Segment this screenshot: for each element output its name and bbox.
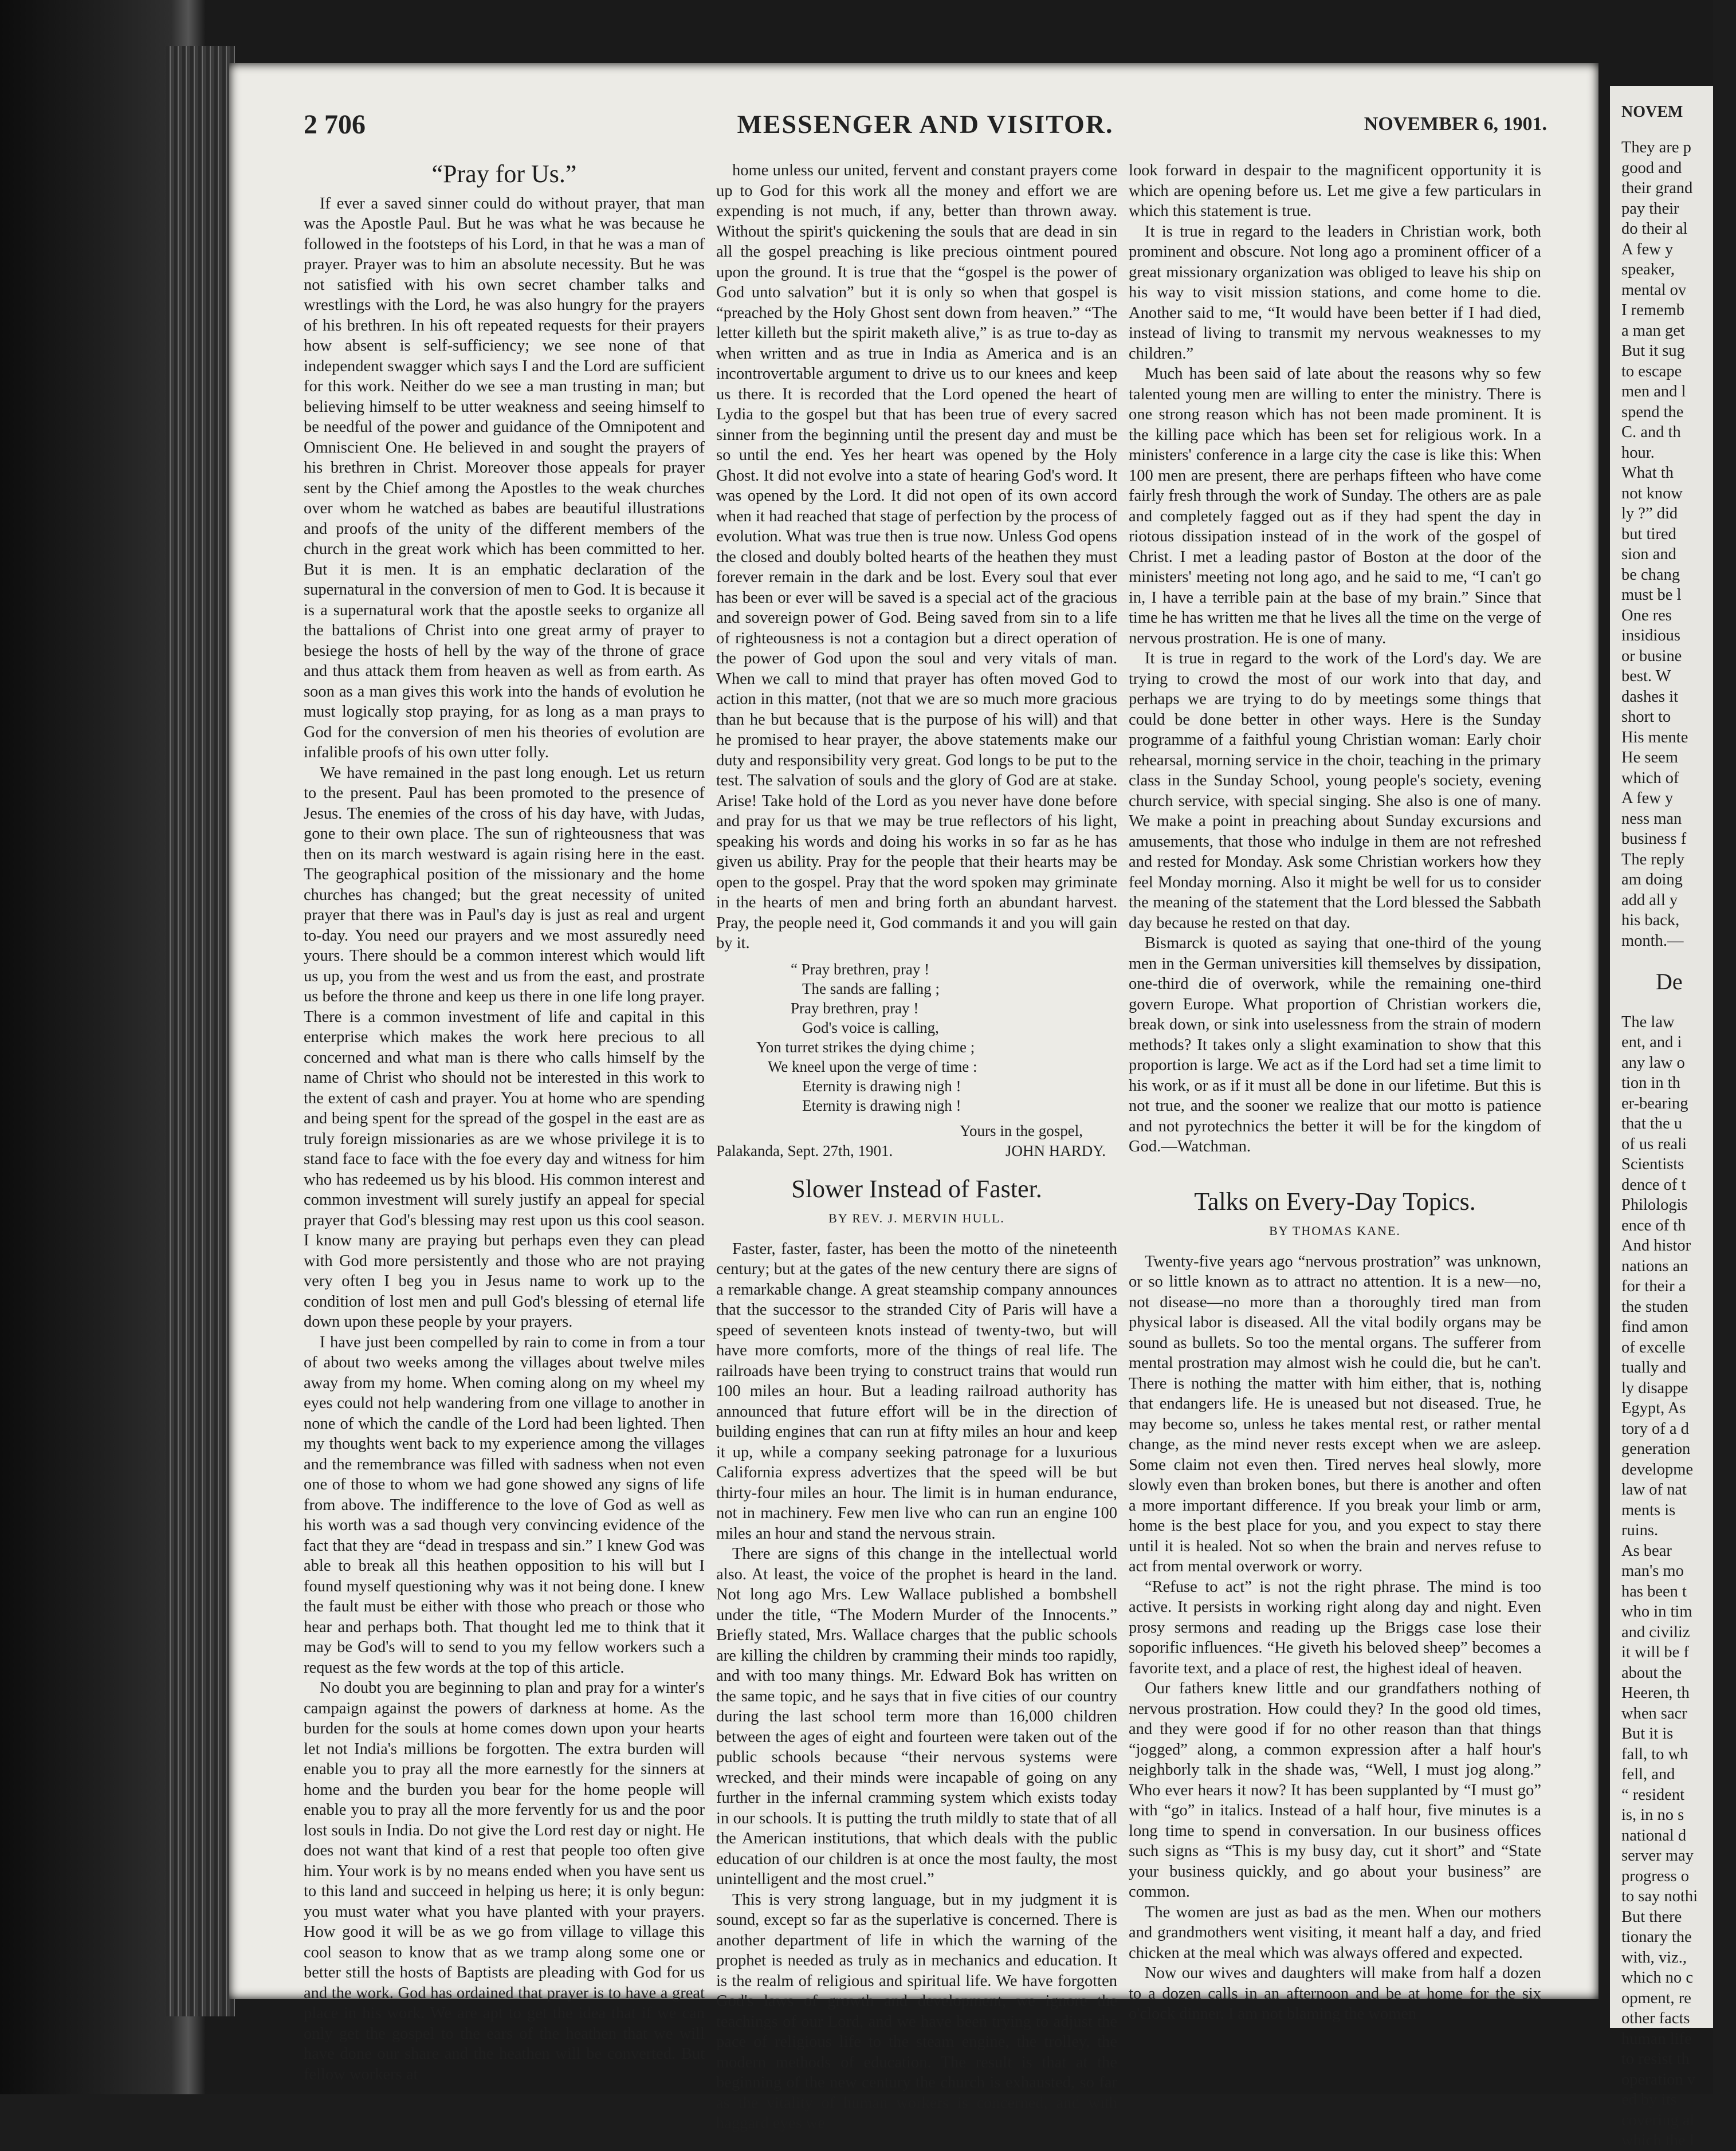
- poem-line: We kneel upon the verge of time :: [768, 1057, 977, 1075]
- next-page-line: dence of t: [1621, 1175, 1686, 1194]
- issue-date: NOVEMBER 6, 1901.: [1364, 113, 1547, 135]
- next-page-line: ent, and i: [1621, 1033, 1682, 1051]
- next-page-line: law of nat: [1621, 1481, 1687, 1499]
- next-page-line: tory of a d: [1621, 1419, 1689, 1438]
- next-page-line: to resist th: [1621, 2050, 1690, 2068]
- next-page-line: the studen: [1621, 1297, 1688, 1316]
- next-page-line: short to: [1621, 708, 1671, 726]
- paragraph: Twenty-five years ago “nervous prostration” was unknown, or so little known as to attract no attention. It is a new—no, not disease—no more than a thoroughly tired man from physical labor is diseased. All the vital bodily organs may be sound as bullets. So too the mental organs. The sufferer from mental prostration may almost wish he could die, but he can't. There is nothing the matter with him either, that is, nothing that endangers life. He is uneased but not diseased. True, he may become so, unless he takes mental rest, or rather mental change, as the mind never rests except when we are asleep. Some claim not even then. Tired nerves heal slowly, more slowly even than broken bones, but there is another and often a more important difference. If you break your limb or arm, home is the best place for you, and you expect to stay there until it is healed. Not so when the brain and nerves refuse to act from mental overwork or worry.: [1129, 1252, 1541, 1575]
- next-page-line: speaker,: [1621, 261, 1675, 278]
- newspaper-page: [229, 63, 1598, 2132]
- next-page-line: and civiliz: [1621, 1623, 1690, 1641]
- next-page-line: The law: [1621, 1013, 1675, 1031]
- article-title-talks: Talks on Every-Day Topics.: [1194, 1187, 1476, 1216]
- next-page-line: developme: [1621, 1460, 1694, 1478]
- next-page-line: best. W: [1621, 667, 1671, 685]
- paragraph: Faster, faster, faster, has been the motto of the nineteenth century; but at the gates of the new century there are signs of a remarkable change. A great steamship company announces that the successor to the stranded City of Paris will have a speed of seventeen knots instead of twenty-two, but will have more comforts, more of the things of real life. The railroads have been trying to construct trains that would run 100 miles an hour. But a leading railroad authority has announced that future effort will be in the direction of building engines that can run at fifty miles an hour and keep it up, while a company seeking patronage for a luxurious California express advertizes that the speed will be but thirty-four miles an hour. The limit is in human endurance, not in machinery. Few men live who can run an engine 100 miles an hour and stand the nervous strain.: [716, 1240, 1117, 1543]
- next-page-line: spend the: [1621, 403, 1684, 421]
- next-page-line: I rememb: [1621, 301, 1684, 319]
- next-page-line: of us reali: [1621, 1135, 1687, 1153]
- paragraph: Bismarck is quoted as saying that one-third of the young men in the German universities kill themselves by dissipation, one-third die of overwork, while the remaining one-third govern Europe. What proportion of Christian workers die, break down, or sink into uselessness from the strain of modern methods? It takes only a slight examination to show that this proportion is large. We act as if the Lord had set a time limit to his work, or as if it must all be done in our lifetime. But this is not true, and the sooner we realize that our motto is patience and not pyrotechnics the better it will be for the kingdom of God.—Watchman.: [1129, 934, 1541, 1155]
- next-page-line: Egypt, As: [1621, 1399, 1686, 1417]
- next-page-line: mental ov: [1621, 281, 1687, 299]
- paragraph: It is true in regard to the work of the Lord's day. We are trying to crowd the most of our work into that day, and perhaps we are trying to do by meetings some things that could be done better in other ways. Here is the Sunday programme of a faithful young Christian woman: Early choir rehearsal, morning service in the choir, teaching in the primary class in the Sunday School, young people's society, evening church service, with special singing. She also is one of many. We make a point in preaching about Sunday excursions and amusements, that those who indulge in them are not refreshed and rested for Monday. Ask some Christian workers how they feel Monday morning. Also it might be well for us to consider the meaning of the statement that the Lord blessed the Sabbath day because he rested on that day.: [1129, 650, 1541, 932]
- next-page-line: must be l: [1621, 586, 1682, 604]
- paragraph: Now our wives and daughters will make from half a dozen to a dozen calls in an afternoon and be at home for the six o'clock dinner. I am not blaming the women: [1129, 1964, 1541, 2023]
- paragraph: No doubt you are beginning to plan and pray for a winter's campaign against the powers of darkness at home. As the burden for the souls at home comes down upon your hearts let not India's millions be forgotten. The extra burden will enable you to pray all the more earnestly for the sinners at home and the burden you bear for the home people will enable you to pray all the more fervently for us and the poor lost souls in India. Do not give the Lord rest day or night. He does not want that kind of a rest that people too often give him. Your work is by no means ended when you have sent us to this land and succeed in helping us here; it is only begun: you must water what you have planted with your prayers. How good it will be as we go from village to village this cool season to know that as we tramp along some one or better still the hosts of Baptists are pleading with God for us and the work. God has ordained that prayer is to have a great place in his work. We are apt to get the idea that if we can only get the gospel to the ears of the heathen that we will have done our share and the heathen will be converted. But fellow workers at: [304, 1679, 705, 2083]
- next-page-line: tion in th: [1621, 1074, 1680, 1092]
- next-page-line: ly disappe: [1621, 1379, 1688, 1397]
- paragraph: “Refuse to act” is not the right phrase. The mind is too active. It persists in working right along day and night. Even prosy sermons and reading up the Briggs case lose their soporific influences. “He giveth his beloved sheep” becomes a favorite text, and a place of rest, the highest ideal of heaven.: [1129, 1578, 1541, 1677]
- next-page-line: But it sug: [1621, 342, 1685, 360]
- next-page-line: ly ?” did: [1621, 505, 1678, 522]
- next-page-line: He seem: [1621, 749, 1678, 766]
- paragraph: There are signs of this change in the intellectual world also. At least, the voice of the prophet is heard in the land. Not long ago Mrs. Lew Wallace published a bombshell under the title, “The Modern Murder of the Innocents.” Briefly stated, Mrs. Wallace charges that the public schools are killing the children by cramming their minds too rapidly, and with too many things. Mr. Edward Bok has written on the same topic, and he says that in five cities of our country during the last school term more than 16,000 children between the ages of eight and fourteen were taken out of the public schools because “their nervous systems were wrecked, and their minds were incapable of going on any further in the infernal cramming system which exists today in our schools. It is putting the truth mildly to state that of all the American institutions, that which deals with the public education of our children is at once the most faulty, the most unintelligent and the most cruel.”: [716, 1545, 1117, 1888]
- next-page-line: A few y: [1621, 789, 1674, 807]
- next-page-line: er-bearing: [1621, 1094, 1688, 1112]
- next-page-line: fell, and: [1621, 1765, 1675, 1783]
- signoff: [716, 1121, 1117, 1162]
- byline: BY THOMAS KANE.: [1269, 1224, 1401, 1238]
- next-page-line: which of: [1621, 769, 1679, 787]
- next-page-line: covering al: [1621, 2111, 1695, 2129]
- next-page-line: progress o: [1621, 1867, 1689, 1885]
- column-3: [1129, 160, 1541, 2023]
- next-page-line: good and: [1621, 159, 1682, 177]
- next-page-line: be chang: [1621, 565, 1680, 584]
- paragraph: It is true in regard to the leaders in Christian work, both prominent and obscure. Not long ago a prominent officer of a great missionary organization was obliged to leave his ship on his way to visit mission stations, and come home to die. Another said to me, “It would have been better if I had died, instead of living to transmit my nervous weaknesses to my children.”: [1129, 222, 1541, 363]
- next-page-line: a man get: [1621, 321, 1685, 340]
- place-date: Palakanda, Sept. 27th, 1901.: [716, 1142, 893, 1159]
- next-page-header: NOVEM: [1621, 103, 1683, 121]
- poem-line: Eternity is drawing nigh !: [802, 1077, 961, 1095]
- poem: [756, 960, 1117, 1115]
- paragraph: This is very strong language, but in my judgment it is sound, except so far as the superlative is concerned. There is another department of life in which the warning of the prophet is needed as truly as in mechanics and education. It is the realm of religious and spiritual life. We have forgotten God's laws of growth and development, we ignore the teachings of our Lord, and we have been trying to adjust the pace of religious life to the steam engine, the trolley, the modern methods of education. The result is that at the beginning of the new century the church is exhausted, so far as the vitality of human workers is concerned, and with haggard eyes we: [716, 1890, 1117, 2132]
- paragraph: I have just been compelled by rain to come in from a tour of about two weeks among the villages about twelve miles away from my home. When coming along on my wheel my eyes could not help wandering from one village to another in none of which the candle of the Lord had been lighted. Then my thoughts went back to my experience among the villages and the remembrance was filled with sadness when not even one of those to whom we had gone showed any signs of life from above. The indifference to the love of God as well as his worth was a sad though very convincing evidence of the fact that they are “dead in trespass and sin.” I knew God was able to break all this heathen opposition to his will but I found myself questioning why was it not being done. I knew the fault must be either with those who preach or those who hear and perhaps both. That thought led me to think that it may be God's will to send to you my fellow workers such a request as the few words at the top of this article.: [304, 1333, 705, 1677]
- next-page-line: And histor: [1621, 1237, 1691, 1255]
- next-page-line: has been t: [1621, 1582, 1687, 1601]
- next-page-line: human life: [1621, 2030, 1692, 2048]
- next-page-line: of excelle: [1621, 1338, 1686, 1356]
- next-page-line: do their al: [1621, 220, 1688, 238]
- next-page-line: server may: [1621, 1847, 1694, 1865]
- next-page-line: Philologis: [1621, 1196, 1688, 1214]
- next-page-line: [1621, 992, 1736, 1012]
- next-page-line: which no c: [1621, 1969, 1694, 1987]
- next-page-line: it will be f: [1621, 1643, 1689, 1661]
- poem-line: Yon turret strikes the dying chime ;: [756, 1038, 975, 1056]
- next-page-line: not know: [1621, 484, 1683, 502]
- column-2: [716, 160, 1117, 2132]
- next-page-line: fall, to wh: [1621, 1745, 1688, 1763]
- next-page-line: his back,: [1621, 911, 1680, 929]
- next-page-line: when sacr: [1621, 1704, 1687, 1723]
- poem-line: Eternity is drawing nigh !: [802, 1096, 961, 1114]
- paragraph: look forward in despair to the magnificent opportunity it is which are opening before us. Let me give a few particulars in which this statement is true.: [1129, 162, 1541, 220]
- closing: Yours in the gospel,: [960, 1122, 1083, 1139]
- next-page-line: that the u: [1621, 1115, 1683, 1132]
- next-page-line: operation v: [1621, 2070, 1696, 2089]
- next-page-line: which the l: [1621, 2132, 1694, 2149]
- next-page-column: [1621, 137, 1736, 2151]
- next-page-line: about the: [1621, 1664, 1682, 1682]
- byline: BY REV. J. MERVIN HULL.: [828, 1211, 1005, 1225]
- next-page-line: ed by its: [1621, 2091, 1677, 2109]
- next-page-line: or busine: [1621, 647, 1682, 665]
- next-page-line: A few y: [1621, 240, 1674, 258]
- next-page-line: The reply: [1621, 850, 1684, 868]
- paragraph: home unless our united, fervent and constant prayers come up to God for this work all the money and effort we are expending is not much, if any, better than thrown away. Without the spirit's quickening the souls that are dead in sin all the gospel preaching is like precious ointment poured upon the ground. It is true that the “gospel is the power of God unto salvation” but it is only so when that gospel is “preached by the Holy Ghost sent down from heaven.” “The letter killeth but the spirit maketh alive,” is as true to-day as when written and as true in India as America and is an incontrovertable argument to drive us to our knees and keep us there. It is recorded that the Lord opened the heart of Lydia to the gospel but that has been true of every sacred sinner from the beginning until the present day and must be so until the end. Yes her heart was opened by the Holy Ghost. It did not evolve into a state of hearing God's word. It was opened by the Lord. It did not open of its own accord when it had reached that stage of perfection by the process of evolution. What was true then is true now. Unless God opens the closed and doubly bolted hearts of the heathen they must forever remain in the dark and be lost. Every soul that ever has been or ever will be saved is a special act of the gracious and sovereign power of God. Being saved from sin to a life of righteousness is not a contagion but a direct operation of the power of God upon the soul and very vitals of man. When we call to mind that prayer has often moved God to action in this matter, (not that we are so much more gracious than he but because that is the purpose of his will) and that he promised to hear prayer, the above statements make our duty and responsibility very great. God longs to be put to the test. The salvation of souls and the glory of God are at stake. Arise! Take hold of the Lord as you never have done before and pray for us that we may be true reflectors of his light, speaking his words and doing his works in so far as he has given us ability. Pray for the people that their hearts may be open to the gospel. Pray that the word spoken may griminate in the hearts of men and bring forth an abundant harvest. Pray, the people need it, God commands it and you will gain by it.: [716, 162, 1117, 952]
- page-number: 2 706: [304, 109, 366, 140]
- author-name: JOHN HARDY.: [1005, 1142, 1106, 1159]
- poem-line: “ Pray brethren, pray !: [791, 960, 930, 978]
- masthead-title: MESSENGER AND VISITOR.: [737, 109, 1114, 139]
- next-page-line: but tired: [1621, 525, 1676, 543]
- next-page-line: any law o: [1621, 1053, 1685, 1072]
- next-page-edge: [1610, 86, 1713, 2149]
- poem-line: Pray brethren, pray !: [791, 999, 919, 1017]
- next-page-line: insidious: [1621, 627, 1680, 644]
- book-spine: [166, 46, 235, 2016]
- next-page-line: They are p: [1621, 139, 1691, 156]
- next-page-line: sion and: [1621, 545, 1676, 563]
- next-page-line: dashes it: [1621, 687, 1678, 706]
- next-page-line: opment, re: [1621, 1989, 1691, 2007]
- next-page-line: His mente: [1621, 728, 1688, 746]
- next-page-line: pay their: [1621, 199, 1679, 218]
- next-page-line: Heeren, th: [1621, 1684, 1690, 1702]
- article-title-pray-for-us: “Pray for Us.”: [431, 160, 577, 188]
- next-page-line: add all y: [1621, 891, 1678, 909]
- next-page-line: men and l: [1621, 383, 1686, 400]
- next-page-line: man's mo: [1621, 1562, 1684, 1580]
- page-header: [304, 109, 1547, 143]
- paragraph: We have remained in the past long enough. Let us return to the present. Paul has been promoted to the presence of Jesus. The enemies of the cross of his day have, with Judas, gone to their own place. The sun of righteousness that was then on its march westward is again rising here in the east. The geographical position of the missionary and the home churches has changed; but the great necessity of united prayer that there was in Paul's day is just as real and urgent to-day. You need our prayers and we most assuredly need yours. There should be a common interest which would lift us up, you from the west and us from the east, and prostrate us before the throne and keep us there in one life long prayer. There is a common investment of life and capital in this enterprise which makes the work here precious to all concerned and what man is there who calls himself by the name of Christ who should not be interested in this work to the extent of cash and prayer. You at home who are spending and being spent for the spread of the gospel in the east are as truly foreign missionaries as are we whose privilege it is to stand face to face with the foe every day and witness for him who has redeemed us by his blood. His common interest and common investment will surely justify an appeal for special prayer that God's blessing may rest upon us this cool season. I know many are praying but perhaps even they can plead with God more persistently and those who are not praying very often I beg you in Jesus name to work up to the condition of lost men and pull God's blessing of eternal life down upon these people by your prayers.: [304, 764, 705, 1331]
- next-page-line: hour.: [1621, 443, 1655, 462]
- next-page-line: But it is: [1621, 1725, 1674, 1743]
- next-page-line: to escape: [1621, 362, 1682, 380]
- paragraph: Our fathers knew little and our grandfathers nothing of nervous prostration. How could they? In the good old times, and they were good if for no other reason than that things “jogged” along, a common expression after a half hour's neighborly talk in the shade was, “Well, I must jog along.” Who ever hears it now? It has been supplanted by “I must go” with “go” in italics. Instead of a half hour, five minutes is a long time to spend in conversation. In our business offices such signs as “This is my busy day, cut it short” and “State your business quickly, and go about your business” are common.: [1129, 1680, 1541, 1901]
- next-page-line: Scientists: [1621, 1155, 1684, 1173]
- next-page-line: other facts: [1621, 2010, 1690, 2027]
- next-page-line: De: [1656, 968, 1683, 994]
- next-page-line: their grand: [1621, 179, 1693, 197]
- next-page-line: As bear: [1621, 1542, 1672, 1560]
- next-page-line: national d: [1621, 1826, 1687, 1845]
- next-page-line: ruins.: [1621, 1521, 1659, 1539]
- next-page-line: who in tim: [1621, 1603, 1692, 1621]
- article-title-slower: Slower Instead of Faster.: [791, 1174, 1042, 1203]
- next-page-line: am doing: [1621, 871, 1683, 888]
- next-page-line: for their a: [1621, 1277, 1686, 1295]
- poem-line: God's voice is calling,: [802, 1019, 939, 1036]
- next-page-line: What th: [1621, 464, 1674, 482]
- next-page-line: business f: [1621, 830, 1687, 848]
- next-page-line: “ resident: [1621, 1786, 1684, 1804]
- next-page-line: nations an: [1621, 1257, 1688, 1275]
- next-page-line: tionary the: [1621, 1928, 1692, 1946]
- next-page-line: generation: [1621, 1440, 1691, 1458]
- next-page-line: ness man: [1621, 809, 1682, 828]
- poem-line: The sands are falling ;: [802, 980, 940, 997]
- next-page-line: ence of th: [1621, 1216, 1686, 1234]
- next-page-line: tually and: [1621, 1359, 1687, 1377]
- paragraph: If ever a saved sinner could do without prayer, that man was the Apostle Paul. But he was what he was because he followed in the footsteps of his Lord, in that he was a man of prayer. Prayer was to him an absolute necessity. But he was not satisfied with his own secret chamber talks and wrestlings with the Lord, he was also hungry for the prayers of his brethren. In his oft repeated requests for their prayers how absent is self-sufficiency; we see none of that independent swagger which says I and the Lord are sufficient for this work. Neither do we see a man trusting in man; but believing himself to be utter weakness and seeing himself to be needful of the power and guidance of the Omnipotent and Omniscient One. He believed in and sought the prayers of his brethren in Christ. Moreover those appeals for prayer sent by the Chief among the Apostles to the weak churches over whom he watched as babes are beautiful illustrations and proofs of the unity of the different members of the church in the great work which has been committed to her. But it is men. It is an emphatic declaration of the supernatural in the conversion of men to God. It is because it is a supernatural work that the apostle seeks to organize all the battalions of Christ into one great army of prayer to besiege the hosts of hell by the way of the throne of grace and thus attack them from heaven as well as from earth. As soon as a man gives this work into the hands of evolution he must logically stop praying, for as long as a man prays to God for the conversion of men his theories of evolution are infalible proofs of his own utter folly.: [304, 194, 705, 761]
- next-page-line: is, in no s: [1621, 1806, 1684, 1824]
- column-1: [304, 160, 705, 2083]
- next-page-line: with, viz.,: [1621, 1948, 1687, 1967]
- next-page-line: find amon: [1621, 1318, 1688, 1336]
- next-page-line: month.—: [1621, 931, 1684, 950]
- next-page-line: One res: [1621, 606, 1672, 624]
- next-page-line: But there: [1621, 1908, 1682, 1926]
- next-page-line: to say nothi: [1621, 1887, 1698, 1905]
- next-page-line: ments is: [1621, 1501, 1676, 1519]
- paragraph: Much has been said of late about the reasons why so few talented young men are willing to enter the ministry. There is one strong reason which has not been made prominent. It is the killing pace which has been set for religious work. In a ministers' conference in a large city the case is like this: When 100 men are present, there are perhaps fifteen who have come fairly fresh through the work of Sunday. The others are as pale and completely fagged out as if they had spent the day in riotous dissipation instead of in the work of the gospel of Christ. I met a leading pastor of Boston at the door of the ministers' meeting not long ago, and he said to me, “I can't go in, I have a terrible pain at the base of my brain.” Since that time he has written me that he lives all the time on the verge of nervous prostration. He is one of many.: [1129, 365, 1541, 647]
- paragraph: The women are just as bad as the men. When our mothers and grandmothers went visiting, it meant half a day, and fried chicken at the meal which was always offered and expected.: [1129, 1903, 1541, 1962]
- next-page-line: C. and th: [1621, 423, 1681, 441]
